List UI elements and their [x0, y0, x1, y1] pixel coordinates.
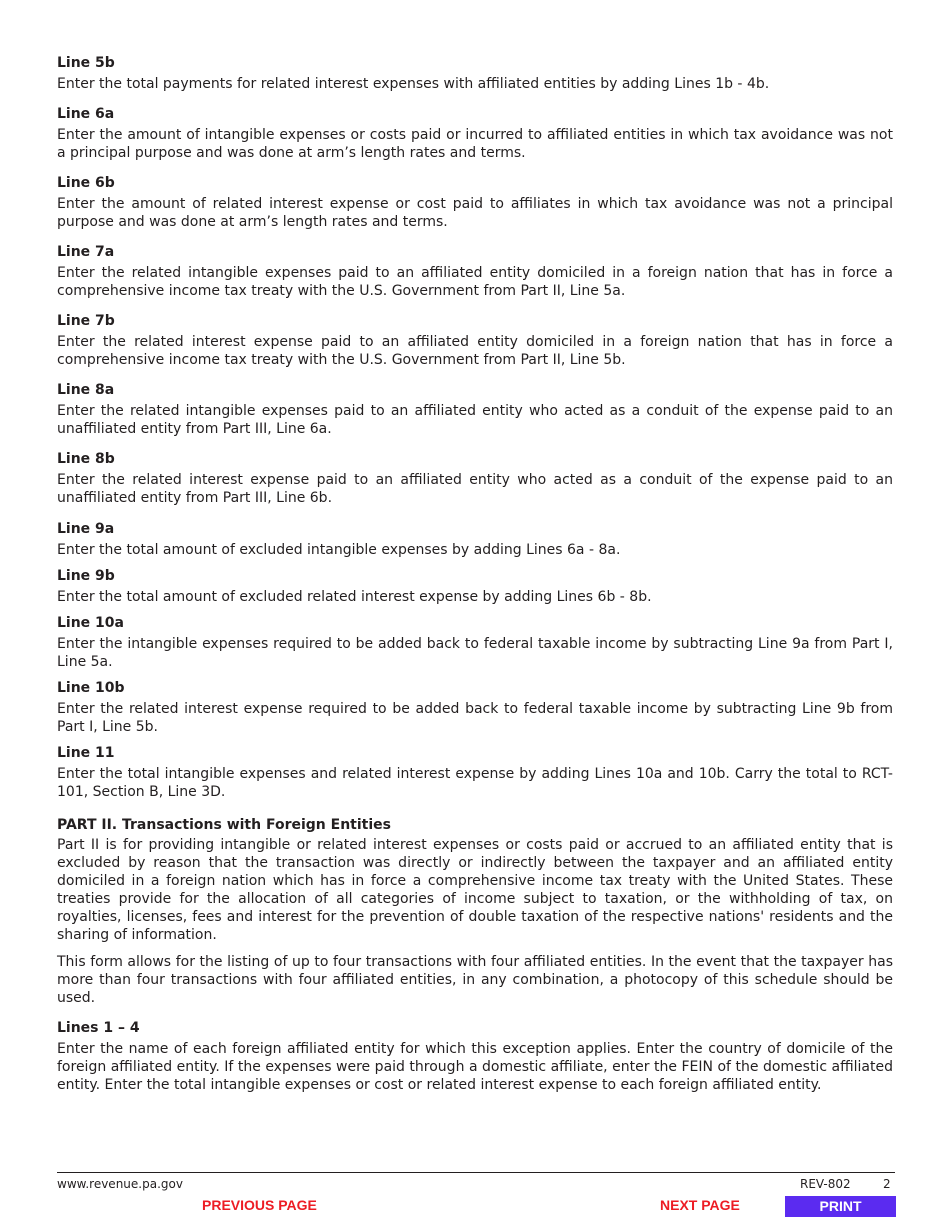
section-paragraph: Enter the related interest expense paid to an affiliated entity domiciled in a foreign nation that has in force a comprehensive income tax treaty with the U.S. Government from Part II, Line 5b. [57, 334, 893, 368]
section-heading: PART II. Transactions with Foreign Entities [57, 817, 391, 833]
section-paragraph: Enter the intangible expenses required to be added back to federal taxable income by subtracting Line 9a from Part I, Line 5a. [57, 636, 893, 670]
section-paragraph: This form allows for the listing of up to four transactions with four affiliated entities. In the event that the taxpayer has more than four transactions with four affiliated entities, in any combination, a photocopy of this schedule should be used. [57, 954, 893, 1006]
section-paragraph: Enter the name of each foreign affiliated entity for which this exception applies. Enter the country of domicile of the foreign affiliated entity. If the expenses were paid through a domestic affiliate, enter the FEIN of the domestic affiliated entity. Enter the total intangible expenses or cost or related interest expense to each foreign affiliated entity. [57, 1041, 893, 1093]
section-part-2 [57, 816, 893, 1007]
section-paragraph: Enter the total intangible expenses and related interest expense by adding Lines 10a and 10b. Carry the total to RCT-101, Section B, Line 3D. [57, 766, 893, 800]
section-line-9b [57, 567, 893, 606]
section-line-7a [57, 243, 893, 300]
section-paragraph: Enter the related intangible expenses paid to an affiliated entity domiciled in a foreign nation that has in force a comprehensive income tax treaty with the U.S. Government from Part II, Line 5a. [57, 265, 893, 299]
section-heading: Lines 1 – 4 [57, 1020, 140, 1036]
instructions-body [57, 54, 893, 1094]
page-footer [57, 1172, 895, 1191]
section-heading: Line 6a [57, 106, 115, 122]
section-paragraph: Enter the amount of related interest expense or cost paid to affiliates in which tax avoidance was not a principal purpose and was done at arm’s length rates and terms. [57, 196, 893, 230]
section-paragraph: Enter the related intangible expenses paid to an affiliated entity who acted as a conduit of the expense paid to an unaffiliated entity from Part III, Line 6a. [57, 403, 893, 437]
section-paragraph: Enter the related interest expense paid to an affiliated entity who acted as a conduit of the expense paid to an unaffiliated entity from Part III, Line 6b. [57, 472, 893, 506]
section-heading: Line 10a [57, 615, 124, 631]
section-heading: Line 9b [57, 568, 115, 584]
section-line-8b [57, 450, 893, 507]
section-line-10a [57, 614, 893, 671]
section-line-7b [57, 312, 893, 369]
section-paragraph: Enter the related interest expense required to be added back to federal taxable income by subtracting Line 9b from Part I, Line 5b. [57, 701, 893, 735]
section-paragraph: Part II is for providing intangible or related interest expenses or costs paid or accrued to an affiliated entity that is excluded by reason that the transaction was directly or indirectly between the taxpayer and an affiliated entity domiciled in a foreign nation which has in force a comprehensive income tax treaty with the United States. These treaties provide for the allocation of all categories of income subject to taxation, or the withholding of tax, on royalties, licenses, fees and interest for the prevention of double taxation of the respective nations' residents and the sharing of information. [57, 837, 893, 943]
section-line-5b [57, 54, 893, 93]
section-heading: Line 9a [57, 521, 115, 537]
section-paragraph: Enter the total payments for related interest expenses with affiliated entities by adding Lines 1b - 4b. [57, 76, 770, 92]
section-heading: Line 8b [57, 451, 115, 467]
print-button[interactable]: PRINT [785, 1196, 896, 1217]
section-line-6b [57, 174, 893, 231]
next-page-link[interactable]: NEXT PAGE [660, 1197, 740, 1213]
section-line-11 [57, 744, 893, 801]
previous-page-link[interactable]: PREVIOUS PAGE [202, 1197, 317, 1213]
section-line-9a [57, 520, 893, 559]
section-lines-1-4 [57, 1019, 893, 1094]
footer-website: www.revenue.pa.gov [57, 1177, 183, 1191]
section-heading: Line 11 [57, 745, 115, 761]
section-paragraph: Enter the total amount of excluded related interest expense by adding Lines 6b - 8b. [57, 589, 652, 605]
section-line-8a [57, 381, 893, 438]
section-paragraph: Enter the total amount of excluded intangible expenses by adding Lines 6a - 8a. [57, 542, 621, 558]
section-heading: Line 8a [57, 382, 115, 398]
section-heading: Line 7b [57, 313, 115, 329]
section-line-6a [57, 105, 893, 162]
section-heading: Line 10b [57, 680, 125, 696]
footer-form-number: REV-802 [800, 1177, 851, 1191]
footer-page-number: 2 [883, 1177, 891, 1191]
section-heading: Line 6b [57, 175, 115, 191]
section-heading: Line 5b [57, 55, 115, 71]
section-line-10b [57, 679, 893, 736]
section-heading: Line 7a [57, 244, 115, 260]
section-paragraph: Enter the amount of intangible expenses or costs paid or incurred to affiliated entities in which tax avoidance was not a principal purpose and was done at arm’s length rates and terms. [57, 127, 893, 161]
